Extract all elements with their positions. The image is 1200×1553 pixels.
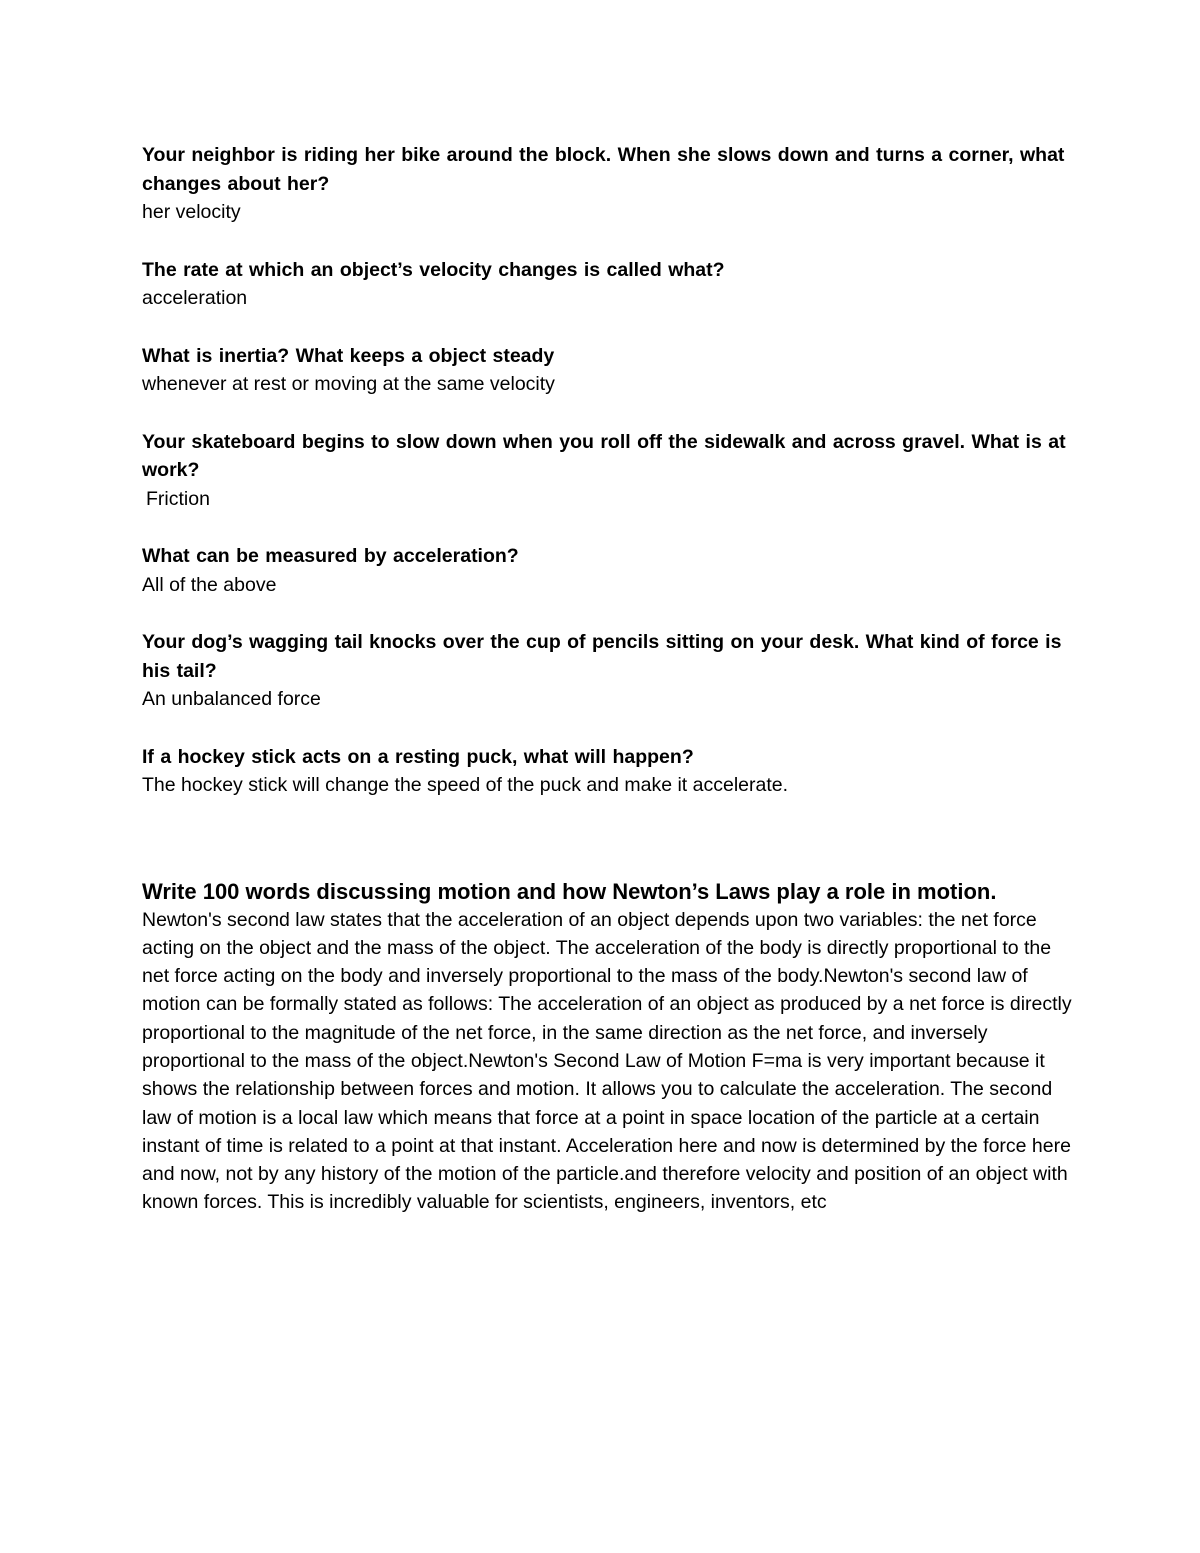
qa-item-dog (142, 628, 1072, 714)
question-text: If a hockey stick acts on a resting puck, what will happen? (142, 745, 694, 768)
qa-item-inertia (142, 342, 1072, 399)
answer-text: her velocity (142, 201, 241, 223)
document-page (142, 141, 1072, 1217)
qa-item-measured (142, 542, 1072, 599)
answer-text: whenever at rest or moving at the same velocity (142, 373, 555, 395)
qa-item-skateboard (142, 428, 1072, 514)
question-text: Your skateboard begins to slow down when you roll off the sidewalk and across gravel. What is at work? (142, 430, 1066, 481)
answer-text: An unbalanced force (142, 688, 321, 710)
question-text: What is inertia? What keeps a object steady (142, 344, 555, 367)
essay-prompt: Write 100 words discussing motion and how Newton’s Laws play a role in motion. (142, 878, 997, 904)
question-text: Your dog’s wagging tail knocks over the cup of pencils sitting on your desk. What kind of force is his tail? (142, 631, 1062, 682)
essay-section (142, 878, 1072, 1217)
answer-text: Friction (146, 487, 210, 510)
qa-item-rate (142, 256, 1072, 313)
answer-text: The hockey stick will change the speed of the puck and make it accelerate. (142, 774, 789, 796)
question-text: The rate at which an object’s velocity changes is called what? (142, 258, 725, 281)
answer-text: All of the above (142, 573, 277, 596)
question-text: What can be measured by acceleration? (142, 545, 519, 567)
qa-item-bike (142, 141, 1072, 227)
essay-body: Newton's second law states that the acceleration of an object depends upon two variables: the net force acting on the object and the mass of the object. The acceleration of the body is directly proportional to the net force acting on the body and inversely proportional to the mass of the body.Newton's second law of motion can be formally stated as follows: The acceleration of an object as produced by a net force is directly proportional to the magnitude of the net force, in the same direction as the net force, and inversely proportional to the mass of the object.Newton's Second Law of Motion F=ma is very important because it shows the relationship between forces and motion. It allows you to calculate the acceleration. The second law of motion is a local law which means that force at a point in space location of the particle at a certain instant of time is related to a point at that instant. Acceleration here and now is determined by the force here and now, not by any history of the motion of the particle.and therefore velocity and position of an object with known forces. This is incredibly valuable for scientists, engineers, inventors, etc (142, 908, 1072, 1214)
question-text: Your neighbor is riding her bike around the block. When she slows down and turns a corner, what changes about her? (142, 144, 1065, 195)
answer-text: acceleration (142, 287, 248, 309)
qa-item-hockey (142, 743, 1072, 800)
